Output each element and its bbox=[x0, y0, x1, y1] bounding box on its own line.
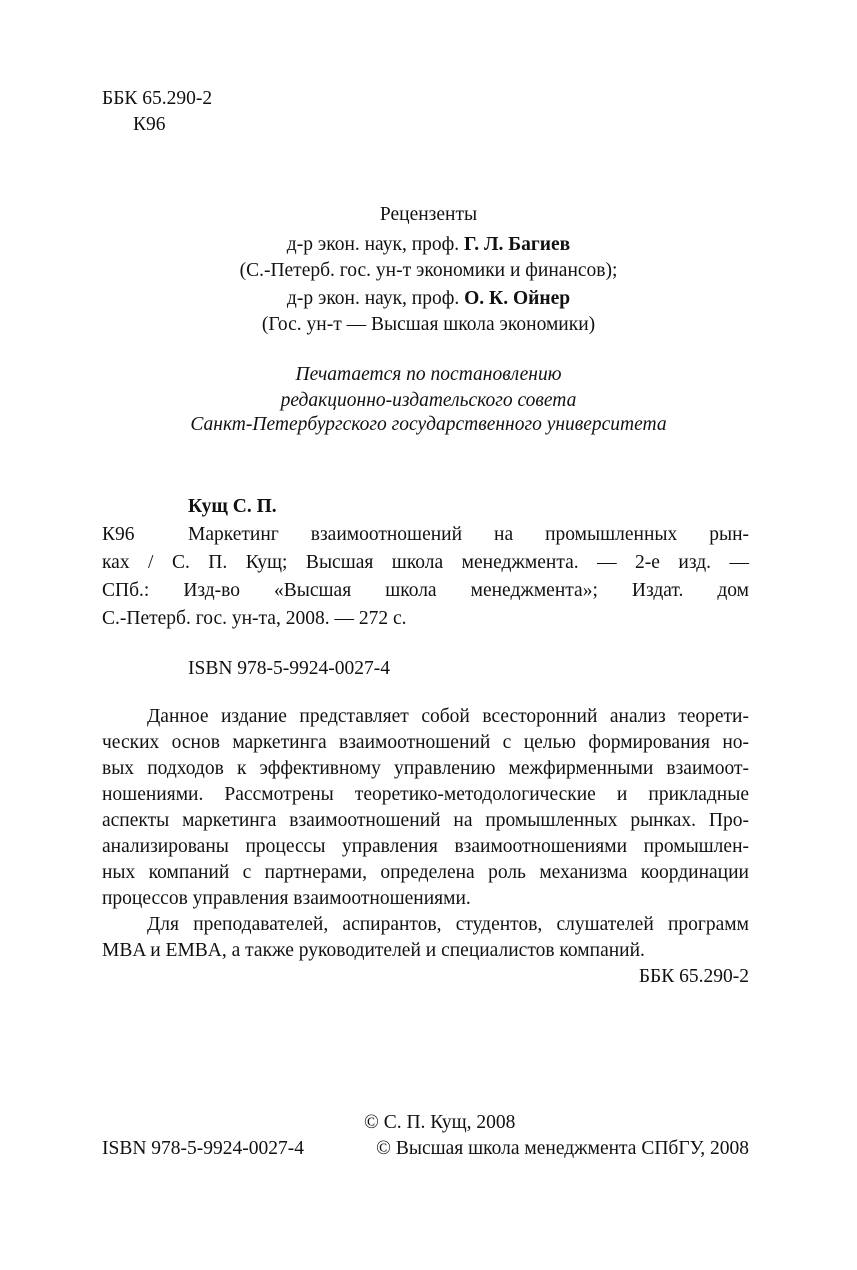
record-author: Кущ С. П. bbox=[188, 496, 277, 517]
record-description-cont bbox=[102, 550, 749, 632]
reviewer-1-title: д-р экон. наук, проф. bbox=[286, 234, 460, 255]
record-author-mark: К96 bbox=[102, 524, 135, 545]
approval-line-1: Печатается по постановлению bbox=[295, 364, 562, 385]
record-description bbox=[188, 522, 749, 548]
reviewer-2-title: д-р экон. наук, проф. bbox=[286, 288, 460, 309]
bbk-index-bottom: ББК 65.290-2 bbox=[638, 966, 749, 987]
reviewer-1 bbox=[0, 232, 857, 258]
copyright-author: © С. П. Кущ, 2008 bbox=[364, 1112, 516, 1133]
abstract-line: процессов управления взаимоотношениями. bbox=[102, 888, 471, 909]
reviewer-2-org: (Гос. ун-т — Высшая школа экономики) bbox=[261, 314, 596, 335]
abstract-line: ческих основ маркетинга взаимоотношений с целью формирования но- bbox=[102, 732, 749, 753]
author-mark-top: К96 bbox=[133, 114, 166, 135]
abstract-line: Данное издание представляет собой всесторонний анализ теорети- bbox=[147, 706, 749, 727]
abstract-line: аспекты маркетинга взаимоотношений на промышленных рынках. Про- bbox=[102, 810, 749, 831]
record-isbn: ISBN 978-5-9924-0027-4 bbox=[188, 658, 391, 679]
abstract-line: анализированы процессы управления взаимоотношениями промышлен- bbox=[102, 836, 749, 857]
copyright-publisher: © Высшая школа менеджмента СПбГУ, 2008 bbox=[376, 1138, 749, 1159]
footer-isbn: ISBN 978-5-9924-0027-4 bbox=[102, 1138, 305, 1159]
abstract-line: ношениями. Рассмотрены теоретико-методологические и прикладные bbox=[102, 784, 749, 805]
reviewers-heading: Рецензенты bbox=[379, 204, 478, 225]
abstract-paragraph-1 bbox=[102, 704, 749, 912]
approval-line-2: редакционно-издательского совета bbox=[280, 390, 577, 411]
abstract-paragraph-2 bbox=[102, 912, 749, 964]
record-line: СПб.: Изд-во «Высшая школа менеджмента»; Издат. дом bbox=[102, 580, 749, 601]
bbk-index-top: ББК 65.290-2 bbox=[102, 88, 213, 109]
reviewer-2 bbox=[0, 286, 857, 312]
abstract-line: ных компаний с партнерами, определена роль механизма координации bbox=[102, 862, 749, 883]
abstract-line: MBA и EMBA, а также руководителей и специалистов компаний. bbox=[102, 940, 645, 961]
record-line: Маркетинг взаимоотношений на промышленных рын- bbox=[188, 524, 749, 545]
reviewer-1-org: (С.-Петерб. гос. ун-т экономики и финансов); bbox=[239, 260, 618, 281]
reviewer-1-name: Г. Л. Багиев bbox=[464, 234, 571, 255]
record-line: ках / С. П. Кущ; Высшая школа менеджмента. — 2-е изд. — bbox=[102, 552, 749, 573]
abstract-line: Для преподавателей, аспирантов, студентов, слушателей программ bbox=[147, 914, 749, 935]
reviewer-2-name: О. К. Ойнер bbox=[464, 288, 571, 309]
record-line: С.-Петерб. гос. ун-та, 2008. — 272 с. bbox=[102, 608, 407, 629]
approval-line-3: Санкт-Петербургского государственного университета bbox=[190, 414, 667, 435]
abstract-line: вых подходов к эффективному управлению межфирменными взаимоот- bbox=[102, 758, 749, 779]
